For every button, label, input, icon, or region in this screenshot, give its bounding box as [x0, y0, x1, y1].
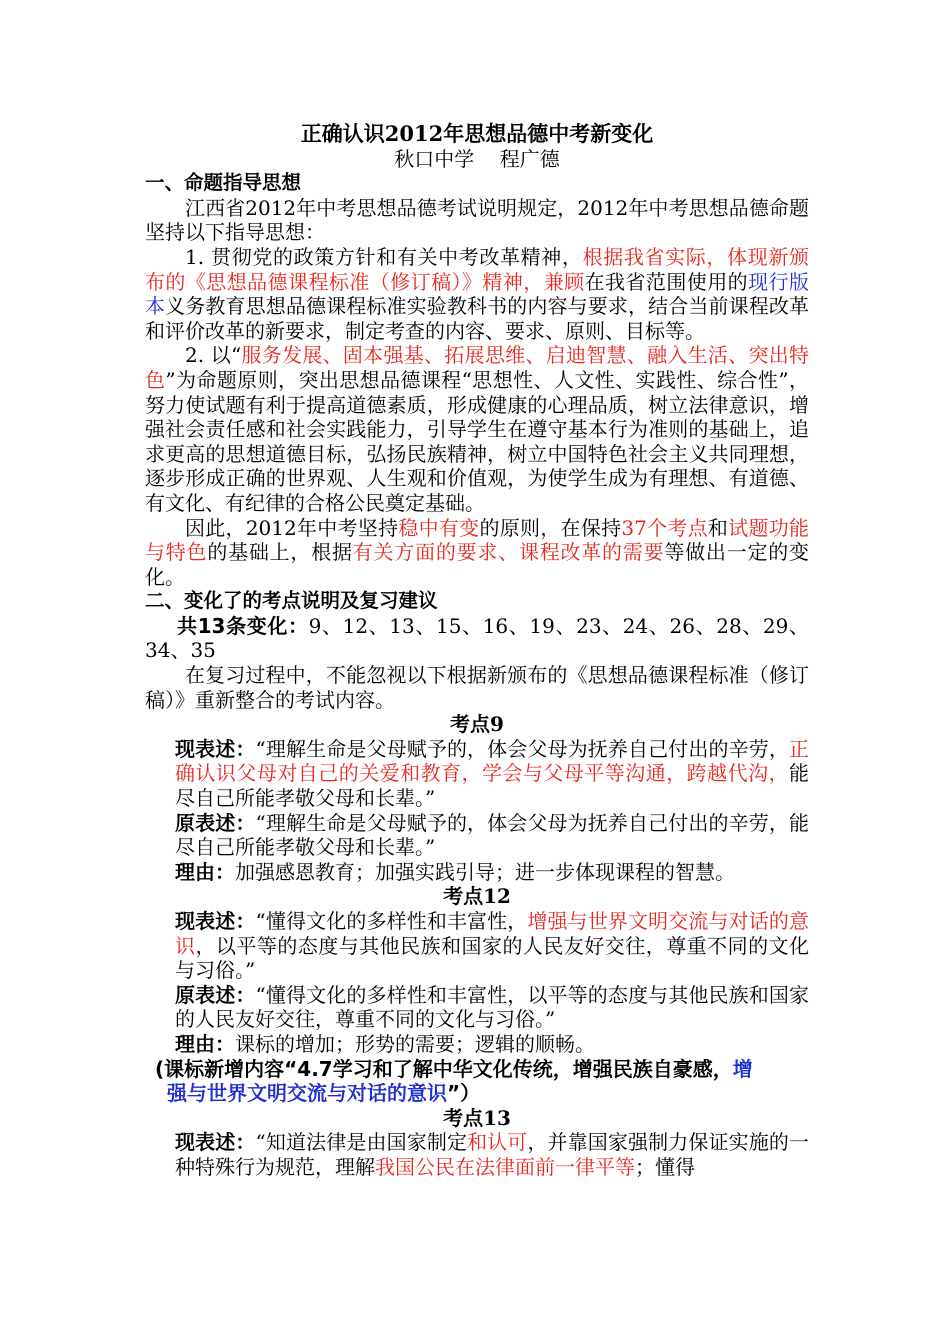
kp12-original: 原表述：“懂得文化的多样性和丰富性，以平等的态度与其他民族和国家的人民友好交往，尊重不同的文化与习俗。”: [175, 982, 810, 1032]
kp13-title: 考点13: [443, 1105, 511, 1130]
section2-intro: 在复习过程中，不能忽视以下根据新颁布的《思想品德课程标准（修订稿）》重新整合的考试内容。: [145, 663, 809, 712]
section-heading-1: 一、命题指导思想: [145, 171, 302, 195]
conclusion-paragraph: 因此，2012年中考坚持稳中有变的原则，在保持37个考点和试题功能与特色的基础上，根据有关方面的要求、课程改革的需要等做出一定的变化。: [145, 515, 810, 589]
kp12-current: 现表述：“懂得文化的多样性和丰富性，增强与世界文明交流与对话的意识，以平等的态度与其他民族和国家的人民友好交往，尊重不同的文化与习俗。”: [175, 909, 810, 983]
guideline-1: 1. 贯彻党的政策方针和有关中考改革精神，根据我省实际，体现新颁布的《思想品德课程标准（修订稿）》精神，兼顾在我省范围使用的现行版本义务教育思想品德课程标准实验教科书的内容与要求，结合当前课程改革和评价改革的新要求，制定考查的内容、要求、原则、目标等。: [145, 244, 809, 343]
guideline-2: 2. 以“服务发展、固本强基、拓展思维、启迪智慧、融入生活、突出特色”为命题原则，突出思想品德课程“思想性、人文性、实践性、综合性”，努力使试题有利于提高道德素质，形成健康的心理品质，树立法律意识，增强社会责任感和社会实践能力，引导学生在遵守基本行为准则的基础上，追求更高的思想道德目标，弘扬民族精神，树立中国特色社会主义共同理想，逐步形成正确的世界观、人生观和价值观，为使学生成为有理想、有道德、有文化、有纪律的合格公民奠定基础。: [145, 343, 810, 515]
kp13-current: 现表述：“知道法律是由国家制定和认可，并靠国家强制力保证实施的一种特殊行为规范，理解我国公民在法律面前一律平等；懂得: [175, 1130, 810, 1179]
kp9-current: 现表述：“理解生命是父母赋予的，体会父母为抚养自己付出的辛劳，正确认识父母对自己的关爱和教育，学会与父母平等沟通，跨越代沟，能尽自己所能孝敬父母和长辈。”: [175, 736, 810, 811]
section1-intro: 江西省2012年中考思想品德考试说明规定，2012年中考思想品德命题坚持以下指导思想：: [145, 195, 809, 245]
changes-summary: 共13条变化：9、12、13、15、16、19、23、24、26、28、29、34、35: [145, 613, 809, 663]
document-page: [145, 118, 809, 1180]
author-line: 秋口中学 程广德: [394, 146, 560, 171]
kp12-curriculum-note: (课标新增内容“4.7学习和了解中华文化传统，增强民族自豪感，增 强与世界文明交流与对话的意识”）: [155, 1056, 753, 1106]
section-heading-2: 二、变化了的考点说明及复习建议: [145, 589, 438, 613]
document-title: 正确认识2012年思想品德中考新变化: [300, 121, 654, 146]
kp12-title: 考点12: [443, 884, 511, 909]
kp9-title: 考点9: [450, 712, 504, 737]
kp9-reason: 理由：加强感恩教育；加强实践引导；进一步体现课程的智慧。: [175, 859, 735, 884]
kp9-original: 原表述：“理解生命是父母赋予的，体会父母为抚养自己付出的辛劳，能尽自己所能孝敬父母和长辈。”: [175, 810, 810, 860]
kp12-reason: 理由：课标的增加；形势的需要；逻辑的顺畅。: [175, 1031, 595, 1056]
